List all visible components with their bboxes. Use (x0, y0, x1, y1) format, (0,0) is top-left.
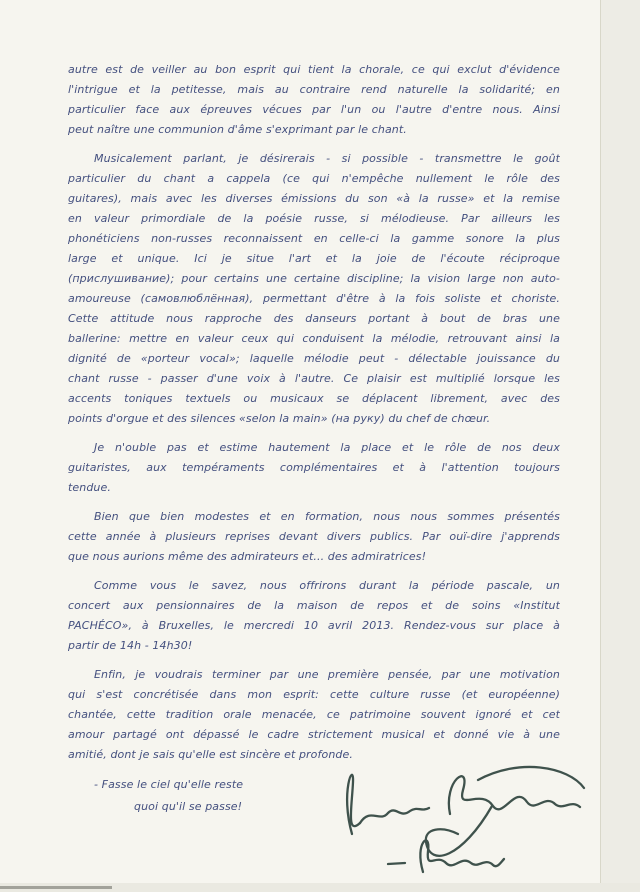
letter-line: chantée, cette tradition orale menacée, ce patrimoine souvent ignoré et cet (68, 708, 560, 721)
signature-scrawl (330, 750, 630, 885)
signature-stroke (388, 863, 405, 864)
letter-line: peut naître une communion d'âme s'exprimant par le chant. (68, 123, 407, 136)
paragraph-4 (68, 507, 560, 567)
letter-line: particulier face aux épreuves vécues par l'un ou l'autre d'entre nous. Ainsi (68, 103, 560, 116)
letter-line: tendue. (68, 481, 111, 494)
letter-line: partir de 14h - 14h30! (68, 639, 193, 652)
letter-line: Enfin, je voudrais terminer par une première pensée, par une motivation (94, 668, 560, 681)
letter-line: PACHÉCO», à Bruxelles, le mercredi 10 avril 2013. Rendez-vous sur place à (68, 619, 560, 632)
letter-line: guitaristes, aux tempéraments complémentaires et à l'attention toujours (68, 461, 560, 474)
letter-line: Bien que bien modestes et en formation, nous nous sommes présentés (94, 510, 560, 523)
signature-stroke (426, 806, 492, 856)
letter-line: dignité de «porteur vocal»; laquelle mélodie peut - délectable jouissance du (68, 352, 560, 365)
letter-line: que nous aurions même des admirateurs et... des admiratrices! (68, 550, 427, 563)
paragraph-5 (68, 576, 560, 656)
letter-line: large et unique. Ici je situe l'art et la joie de l'écoute réciproque (68, 252, 560, 265)
scan-corner-shadow (0, 886, 112, 889)
signature-stroke (478, 767, 584, 788)
letter-line: particulier du chant a cappela (ce qui n'empêche nullement le rôle des (68, 172, 560, 185)
signature-stroke (449, 776, 580, 814)
letter-line: (прислушивание); pour certains une certaine discipline; la vision large non auto- (68, 272, 560, 285)
letter-line: Cette attitude nous rapproche des danseurs portant à bout de bras une (68, 312, 560, 325)
closing-line-2: quoi qu'il se passe! (134, 800, 243, 813)
paragraph-3 (68, 438, 560, 498)
letter-body (68, 60, 560, 818)
letter-line: qui s'est concrétisée dans mon esprit: cette culture russe (et européenne) (68, 688, 560, 701)
letter-line: ballerine: mettre en valeur ceux qui conduisent la mélodie, retrouvant ainsi la (68, 332, 560, 345)
letter-line: guitares), mais avec les diverses émissions du son «à la russe» et la remise (68, 192, 560, 205)
signature-stroke (360, 808, 429, 823)
paragraph-2 (68, 149, 560, 429)
letter-line: cette année à plusieurs reprises devant divers publics. Par ouï-dire j'apprends (68, 530, 560, 543)
letter-line: chant russe - passer d'une voix à l'autre. Ce plaisir est multiplié lorsque les (68, 372, 560, 385)
letter-line: phonéticiens non-russes reconnaissent en celle-ci la gamme sonore la plus (68, 232, 560, 245)
letter-line: amitié, dont je sais qu'elle est sincère et profonde. (68, 748, 353, 761)
letter-line: en valeur primordiale de la poésie russe, si mélodieuse. Par ailleurs les (68, 212, 560, 225)
letter-line: l'intrigue et la petitesse, mais au contraire rend naturelle la solidarité; en (68, 83, 560, 96)
letter-line: Musicalement parlant, je désirerais - si possible - transmettre le goût (94, 152, 560, 165)
signature-stroke (347, 775, 360, 834)
letter-line: concert aux pensionnaires de la maison de repos et de soins «Institut (68, 599, 560, 612)
letter-line: Comme vous le savez, nous offrirons durant la période pascale, un (94, 579, 560, 592)
letter-line: Je n'ouble pas et estime hautement la place et le rôle de nos deux (94, 441, 560, 454)
paragraph-1 (68, 60, 560, 140)
letter-line: points d'orgue et des silences «selon la main» (на руку) du chef de chœur. (68, 412, 491, 425)
closing-line-1: - Fasse le ciel qu'elle reste (94, 778, 244, 791)
letter-line: amour partagé ont dépassé le cadre strictement musical et donné vie à une (68, 728, 560, 741)
letter-line: autre est de veiller au bon esprit qui tient la chorale, ce qui exclut d'évidence (68, 63, 560, 76)
letter-line: accents toniques textuels ou musicaux se déplacent librement, avec des (68, 392, 560, 405)
scan-page-right-edge (600, 0, 640, 892)
letter-line: amoureuse (самовлюблённая), permettant d'être à la fois soliste et choriste. (68, 292, 560, 305)
